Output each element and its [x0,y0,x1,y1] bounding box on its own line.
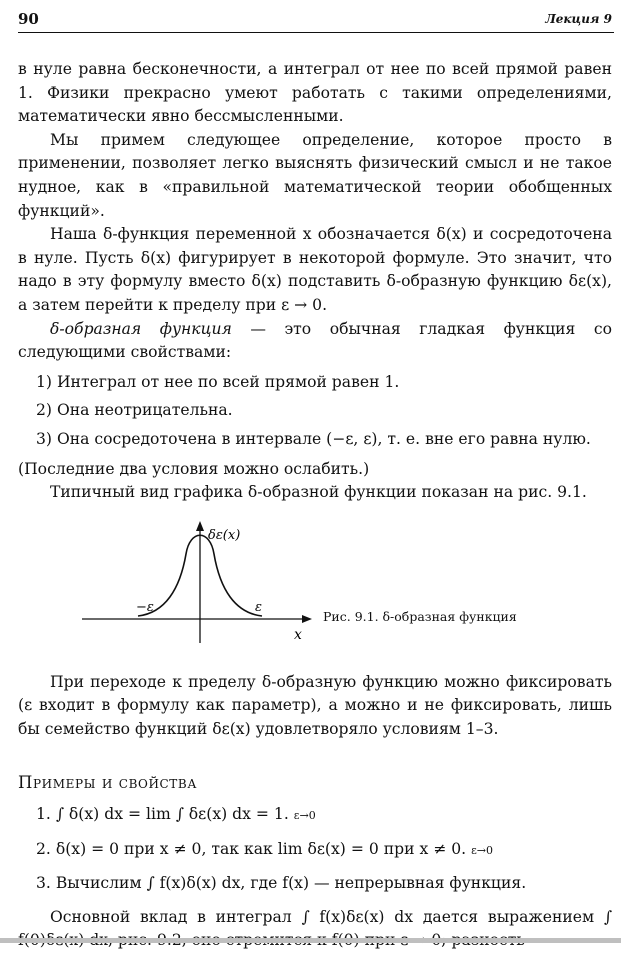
paragraph-after-figure: При переходе к пределу δ-образную функцию можно фиксировать (ε входит в формулу как параметр), а можно и не фиксировать, лишь бы семейство функций δε(x) удовлетворяло условиям 1–3. [18,672,612,738]
paragraph-definition [18,318,612,365]
y-axis-arrow [196,521,204,531]
section-title: Примеры и свойства [18,773,198,793]
page-body [18,58,612,953]
property-2: 2) Она неотрицательна. [36,401,233,420]
page-number: 90 [18,10,39,28]
x-axis-label: x [294,626,302,643]
property-3: 3) Она сосредоточена в интервале (−ε, ε), т. е. вне его равна нулю. [36,429,591,448]
paragraph-2: Мы примем следующее определение, которое просто в применении, позволяет легко выяснять физический смысл и не такое нудное, как в «правильной математической теории обобщенных функций». [18,130,612,220]
x-axis-arrow [302,615,312,623]
paragraph-last: Основной вклад в интеграл ∫ f(x)δε(x) dx дается выражением ∫ [50,907,612,926]
page-header [18,8,614,33]
definition-term: δ-образная функция [50,319,232,338]
curve-label: δε(x) [208,527,241,543]
example-3: 3. Вычислим ∫ f(x)δ(x) dx, где f(x) — непрерывная функция. [36,874,527,893]
example-2 [36,838,612,863]
property-1: 1) Интеграл от нее по всей прямой равен 1. [36,372,400,391]
definition-rest: — это обычная гладкая функция со следующими свойствами: [18,319,613,362]
note: (Последние два условия можно ослабить.) [18,459,370,478]
figure-9-1 [18,513,612,661]
figure-intro: Типичный вид графика δ-образной функции показан на рис. 9.1. [50,483,587,502]
example-1-limit-sub: ε→0 [293,809,316,823]
example-2-limit-sub: ε→0 [471,843,494,857]
page-bottom-edge [0,938,621,943]
right-eps-label: ε [255,599,262,615]
properties-list [18,371,612,452]
example-1 [36,803,612,828]
example-1-text: 1. ∫ δ(x) dx = lim ∫ δε(x) dx = 1. [36,805,289,824]
example-2-text: 2. δ(x) = 0 при x ≠ 0, так как lim δε(x) = 0 при x ≠ 0. [36,839,467,858]
figure-caption: Рис. 9.1. δ-образная функция [323,608,517,624]
delta-function-plot [80,519,320,643]
paragraph-3: Наша δ-функция переменной x обозначается δ(x) и сосредоточена в нуле. Пусть δ(x) фигурирует в некоторой формуле. Это значит, что надо в эту формулу вместо δ(x) подставить δ-образную функцию δε(x), а затем перейти к пределу при ε → 0. [18,225,612,314]
running-head: Лекция 9 [545,12,612,26]
paragraph-1: в нуле равна бесконечности, а интеграл от нее по всей прямой равен 1. Физики прекрасно умеют работать с такими определениями, математически явно бессмысленными. [18,60,612,126]
left-eps-label: −ε [136,599,154,615]
